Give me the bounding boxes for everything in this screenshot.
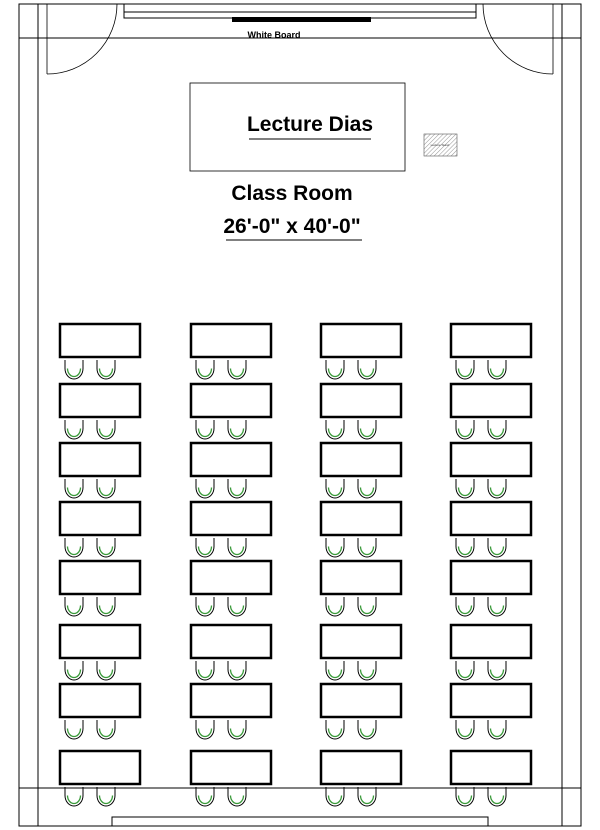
chair-r2-c2-2 <box>228 420 246 439</box>
desk-r7-c2 <box>191 684 271 717</box>
chair-r1-c2-2 <box>228 360 246 379</box>
chair-r2-c1-2 <box>97 420 115 439</box>
desk-r3-c3 <box>321 443 401 476</box>
chair-r1-c4-1 <box>456 360 474 379</box>
room-dimensions: 26'-0" x 40'-0" <box>223 215 361 238</box>
chair-r7-c3-2 <box>358 720 376 739</box>
chair-r8-c4-1 <box>456 787 474 806</box>
chair-r1-c4-2 <box>488 360 506 379</box>
chair-r7-c4-2 <box>488 720 506 739</box>
chair-r5-c1-2 <box>97 597 115 616</box>
chair-r6-c2-2 <box>228 661 246 680</box>
chair-r7-c1-1 <box>65 720 83 739</box>
chair-r8-c4-2 <box>488 787 506 806</box>
door-right <box>476 4 553 74</box>
desk-r5-c3 <box>321 561 401 594</box>
chair-r1-c1-1 <box>65 360 83 379</box>
desk-r6-c2 <box>191 625 271 658</box>
chair-r4-c3-1 <box>326 538 344 557</box>
desk-r6-c1 <box>60 625 140 658</box>
chair-r4-c4-2 <box>488 538 506 557</box>
chair-r3-c2-2 <box>228 479 246 498</box>
desk-r1-c1 <box>60 324 140 357</box>
chair-r2-c4-2 <box>488 420 506 439</box>
desk-r4-c1 <box>60 502 140 535</box>
chair-r3-c3-2 <box>358 479 376 498</box>
chair-r6-c4-1 <box>456 661 474 680</box>
chair-r8-c2-2 <box>228 787 246 806</box>
chair-r3-c4-1 <box>456 479 474 498</box>
desk-r2-c3 <box>321 384 401 417</box>
chair-r8-c1-2 <box>97 787 115 806</box>
chair-r1-c1-2 <box>97 360 115 379</box>
white-board-label: White Board <box>247 30 301 40</box>
chair-r2-c1-1 <box>65 420 83 439</box>
chair-r7-c1-2 <box>97 720 115 739</box>
chair-r2-c3-2 <box>358 420 376 439</box>
desk-r3-c2 <box>191 443 271 476</box>
lecture-dias-label: Lecture Dias <box>246 113 374 136</box>
desk-r4-c2 <box>191 502 271 535</box>
desk-r1-c4 <box>451 324 531 357</box>
desk-r6-c3 <box>321 625 401 658</box>
chair-r8-c2-1 <box>196 787 214 806</box>
desk-r4-c3 <box>321 502 401 535</box>
chair-r4-c4-1 <box>456 538 474 557</box>
desk-r1-c3 <box>321 324 401 357</box>
desk-r7-c3 <box>321 684 401 717</box>
desk-r2-c4 <box>451 384 531 417</box>
chair-r3-c1-2 <box>97 479 115 498</box>
chair-r1-c3-1 <box>326 360 344 379</box>
chair-r3-c2-1 <box>196 479 214 498</box>
chair-r5-c2-1 <box>196 597 214 616</box>
chair-r4-c1-1 <box>65 538 83 557</box>
chair-r7-c3-1 <box>326 720 344 739</box>
chair-r5-c1-1 <box>65 597 83 616</box>
chair-r1-c2-1 <box>196 360 214 379</box>
chair-r7-c4-1 <box>456 720 474 739</box>
chair-r7-c2-1 <box>196 720 214 739</box>
chair-r3-c1-1 <box>65 479 83 498</box>
chair-r8-c3-1 <box>326 787 344 806</box>
chair-r5-c3-1 <box>326 597 344 616</box>
room-name: Class Room <box>231 182 353 205</box>
chair-r8-c3-2 <box>358 787 376 806</box>
chair-r5-c4-1 <box>456 597 474 616</box>
chair-r2-c3-1 <box>326 420 344 439</box>
desk-r8-c2 <box>191 751 271 784</box>
chair-r6-c2-1 <box>196 661 214 680</box>
desk-r8-c3 <box>321 751 401 784</box>
chair-r4-c1-2 <box>97 538 115 557</box>
desk-r5-c1 <box>60 561 140 594</box>
desk-r3-c1 <box>60 443 140 476</box>
desk-r8-c4 <box>451 751 531 784</box>
chair-r2-c2-1 <box>196 420 214 439</box>
chair-r1-c3-2 <box>358 360 376 379</box>
desk-r7-c4 <box>451 684 531 717</box>
chair-r3-c4-2 <box>488 479 506 498</box>
chair-r2-c4-1 <box>456 420 474 439</box>
chair-r6-c3-1 <box>326 661 344 680</box>
chair-r4-c2-2 <box>228 538 246 557</box>
chair-r6-c1-2 <box>97 661 115 680</box>
chair-r6-c3-2 <box>358 661 376 680</box>
chair-r6-c1-1 <box>65 661 83 680</box>
desk-r3-c4 <box>451 443 531 476</box>
desk-r8-c1 <box>60 751 140 784</box>
white-board <box>232 17 371 22</box>
door-left <box>47 4 124 74</box>
chair-r4-c2-1 <box>196 538 214 557</box>
desk-r5-c4 <box>451 561 531 594</box>
chair-r7-c2-2 <box>228 720 246 739</box>
chair-r5-c3-2 <box>358 597 376 616</box>
chair-r5-c4-2 <box>488 597 506 616</box>
chair-r8-c1-1 <box>65 787 83 806</box>
lecture-stand-label: Lecture Stand <box>430 143 450 147</box>
chair-r4-c3-2 <box>358 538 376 557</box>
desk-r1-c2 <box>191 324 271 357</box>
chair-r6-c4-2 <box>488 661 506 680</box>
desk-r2-c1 <box>60 384 140 417</box>
desk-r7-c1 <box>60 684 140 717</box>
seating-area <box>60 324 531 806</box>
chair-r3-c3-1 <box>326 479 344 498</box>
chair-r5-c2-2 <box>228 597 246 616</box>
desk-r5-c2 <box>191 561 271 594</box>
desk-r6-c4 <box>451 625 531 658</box>
desk-r4-c4 <box>451 502 531 535</box>
desk-r2-c2 <box>191 384 271 417</box>
